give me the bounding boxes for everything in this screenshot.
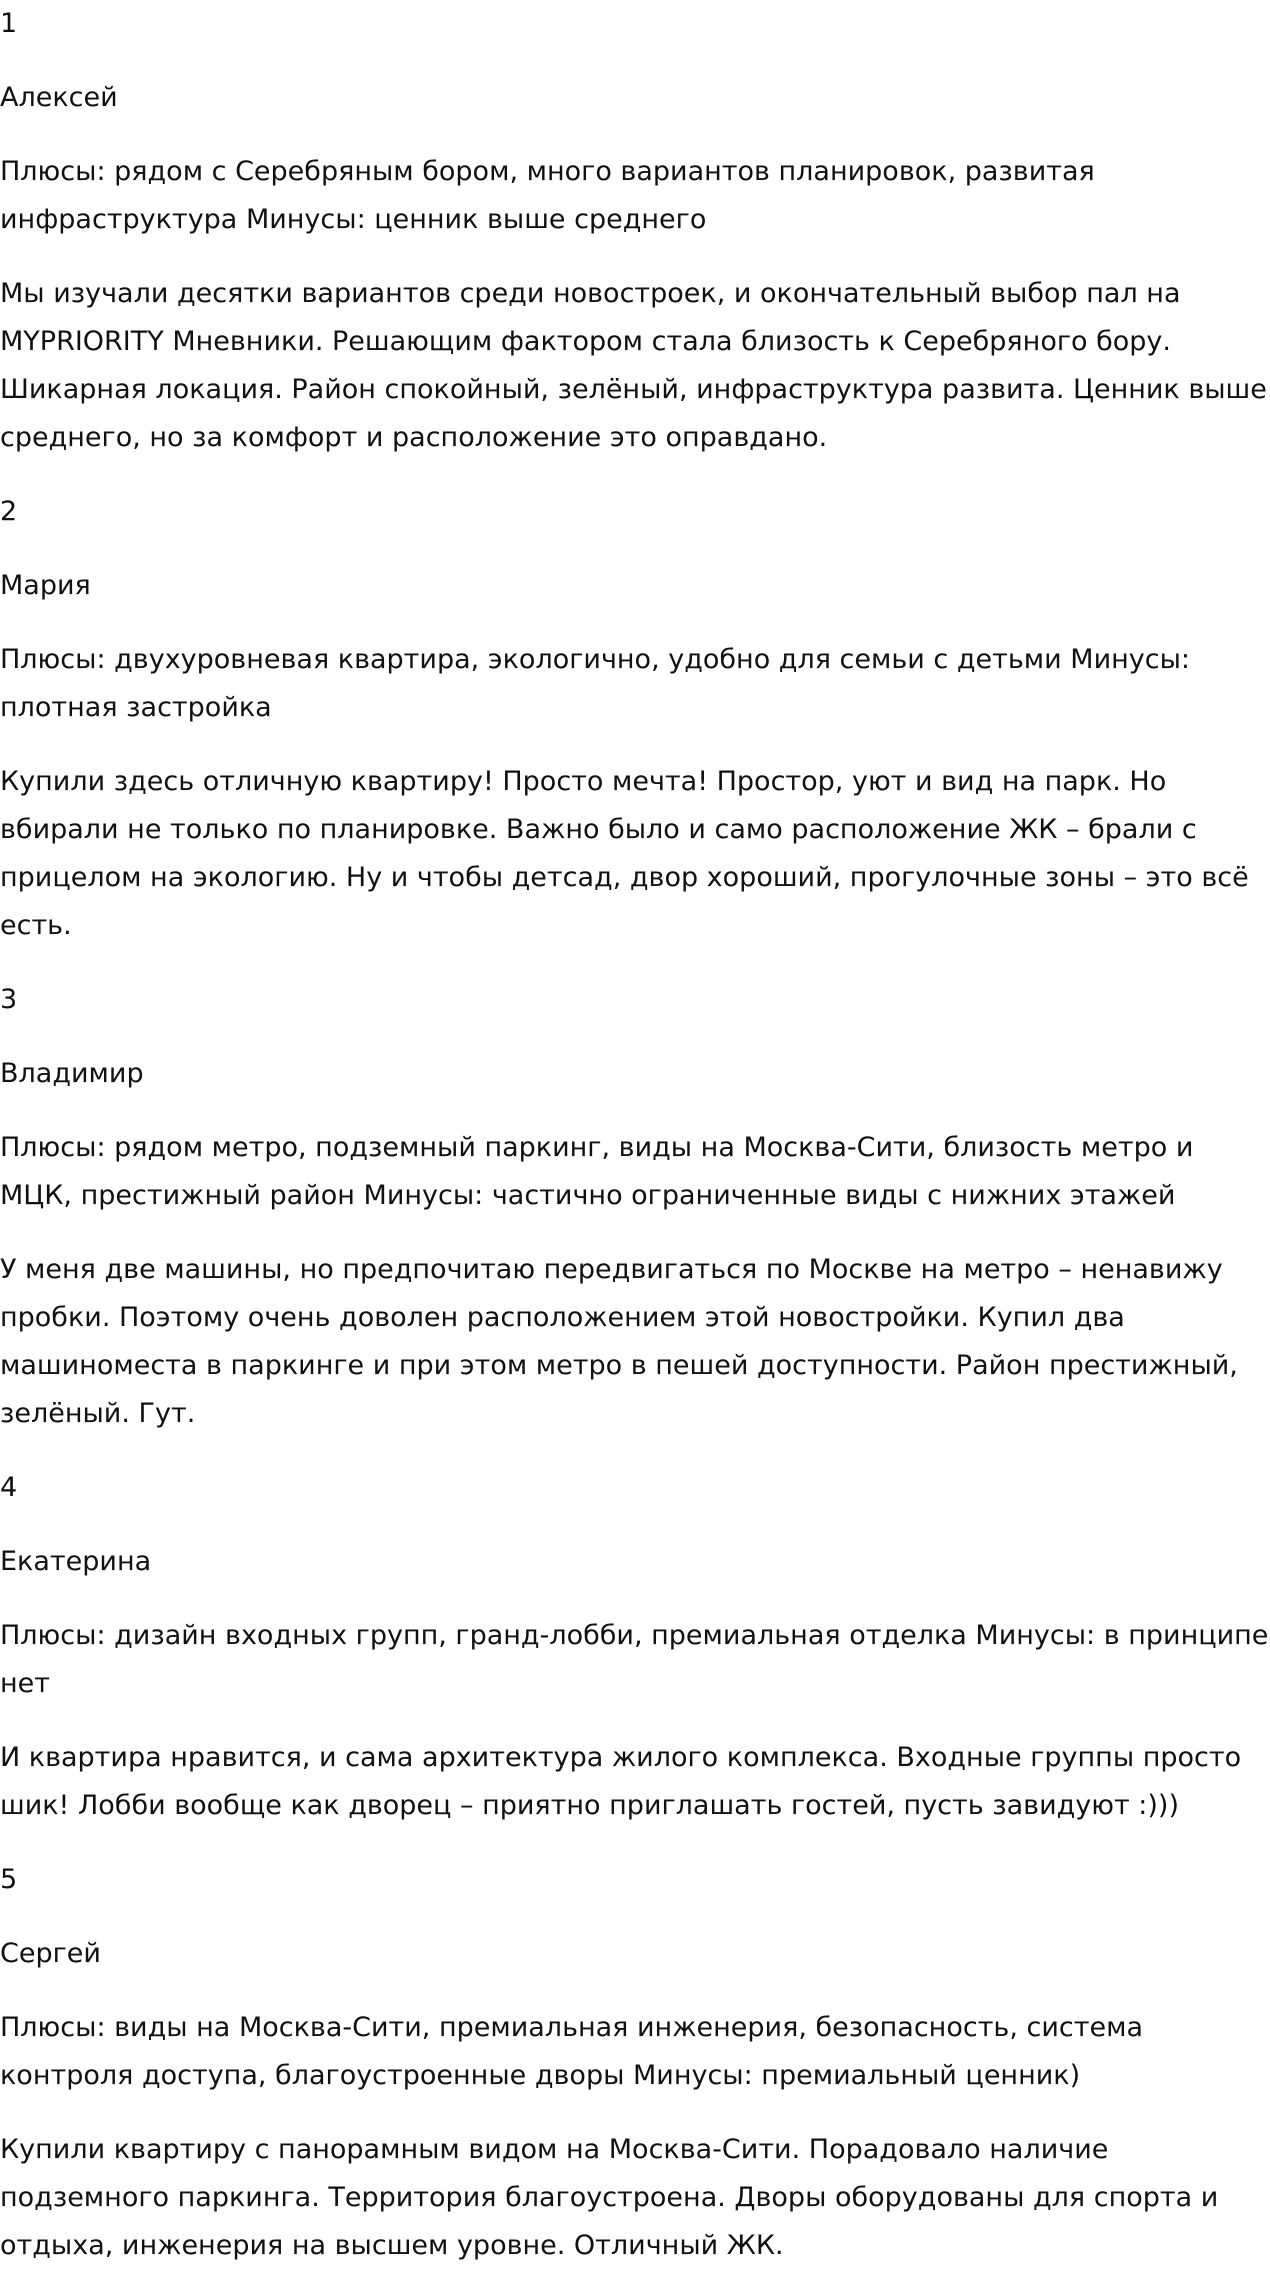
review-number: 2	[0, 496, 18, 527]
review-author: Мария	[0, 570, 91, 601]
review-text: Купили квартиру с панорамным видом на Москва-Сити. Порадовало наличие подземного паркинга. Территория благоустроена. Дворы оборудованы для спорта и отдыха, инженерия на высшем уровне. Отличный ЖК.	[0, 2134, 1219, 2261]
review-pros-cons: Плюсы: виды на Москва-Сити, премиальная инженерия, безопасность, система контроля доступа, благоустроенные дворы Минусы: премиальный ценник)	[0, 2012, 1143, 2091]
review-item	[0, 488, 1270, 950]
review-item	[0, 976, 1270, 1438]
review-number: 5	[0, 1864, 18, 1895]
review-item	[0, 0, 1270, 462]
review-pros-cons: Плюсы: двухуровневая квартира, экологично, удобно для семьи с детьми Минусы: плотная застройка	[0, 644, 1191, 723]
review-text: И квартира нравится, и сама архитектура жилого комплекса. Входные группы просто шик! Лобби вообще как дворец – приятно приглашать гостей, пусть завидуют :)))	[0, 1742, 1242, 1821]
review-number: 1	[0, 8, 18, 39]
review-pros-cons: Плюсы: рядом метро, подземный паркинг, виды на Москва-Сити, близость метро и МЦК, престижный район Минусы: частично ограниченные виды с нижних этажей	[0, 1132, 1194, 1211]
review-author: Екатерина	[0, 1546, 152, 1577]
review-text: Мы изучали десятки вариантов среди новостроек, и окончательный выбор пал на MYPRIORITY Мневники. Решающим фактором стала близость к Серебряного бору. Шикарная локация. Район спокойный, зелёный, инфраструктура развита. Ценник выше среднего, но за комфорт и расположение это оправдано.	[0, 278, 1267, 453]
review-item	[0, 1856, 1270, 2270]
review-text: У меня две машины, но предпочитаю передвигаться по Москве на метро – ненавижу пробки. Поэтому очень доволен расположением этой новостройки. Купил два машиноместа в паркинге и при этом метро в пешей доступности. Район престижный, зелёный. Гут.	[0, 1254, 1238, 1429]
review-number: 3	[0, 984, 18, 1015]
review-text: Купили здесь отличную квартиру! Просто мечта! Простор, уют и вид на парк. Но вбирали не только по планировке. Важно было и само расположение ЖК – брали с прицелом на экологию. Ну и чтобы детсад, двор хороший, прогулочные зоны – это всё есть.	[0, 766, 1249, 941]
review-author: Алексей	[0, 82, 118, 113]
review-author: Владимир	[0, 1058, 144, 1089]
review-author: Сергей	[0, 1938, 101, 1969]
review-item	[0, 1464, 1270, 1830]
review-number: 4	[0, 1472, 18, 1503]
review-pros-cons: Плюсы: рядом с Серебряным бором, много вариантов планировок, развитая инфраструктура Минусы: ценник выше среднего	[0, 156, 1095, 235]
review-pros-cons: Плюсы: дизайн входных групп, гранд-лобби, премиальная отделка Минусы: в принципе нет	[0, 1620, 1269, 1699]
